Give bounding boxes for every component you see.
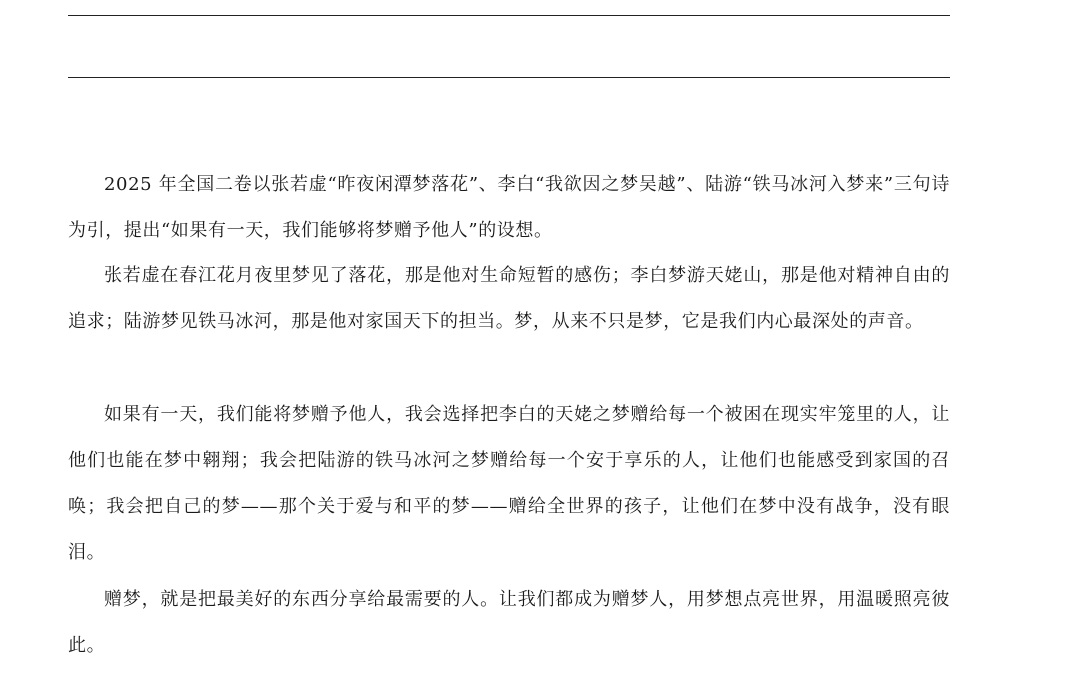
top-horizontal-rule [68, 15, 950, 16]
essay-paragraph-conclusion: 赠梦，就是把最美好的东西分享给最需要的人。让我们都成为赠梦人，用梦想点亮世界，用温暖照亮彼此。 [68, 589, 950, 656]
second-horizontal-rule [68, 77, 950, 78]
essay-paragraph-gift-dreams: 如果有一天，我们能将梦赠予他人，我会选择把李白的天姥之梦赠给每一个被困在现实牢笼里的人，让他们也能在梦中翱翔；我会把陆游的铁马冰河之梦赠给每一个安于享乐的人，让他们也能感受到家国的召唤；我会把自己的梦——那个关于爱与和平的梦——赠给全世界的孩子，让他们在梦中没有战争，没有眼泪。 [68, 404, 950, 563]
essay-paragraph-poets: 张若虚在春江花月夜里梦见了落花，那是他对生命短暂的感伤；李白梦游天姥山，那是他对精神自由的追求；陆游梦见铁马冰河，那是他对家国天下的担当。梦，从来不只是梦，它是我们内心最深处的声音。 [68, 265, 950, 332]
essay-paragraph-intro: 2025 年全国二卷以张若虚“昨夜闲潭梦落花”、李白“我欲因之梦吴越”、陆游“铁马冰河入梦来”三句诗为引，提出“如果有一天，我们能够将梦赠予他人”的设想。 [68, 174, 950, 241]
